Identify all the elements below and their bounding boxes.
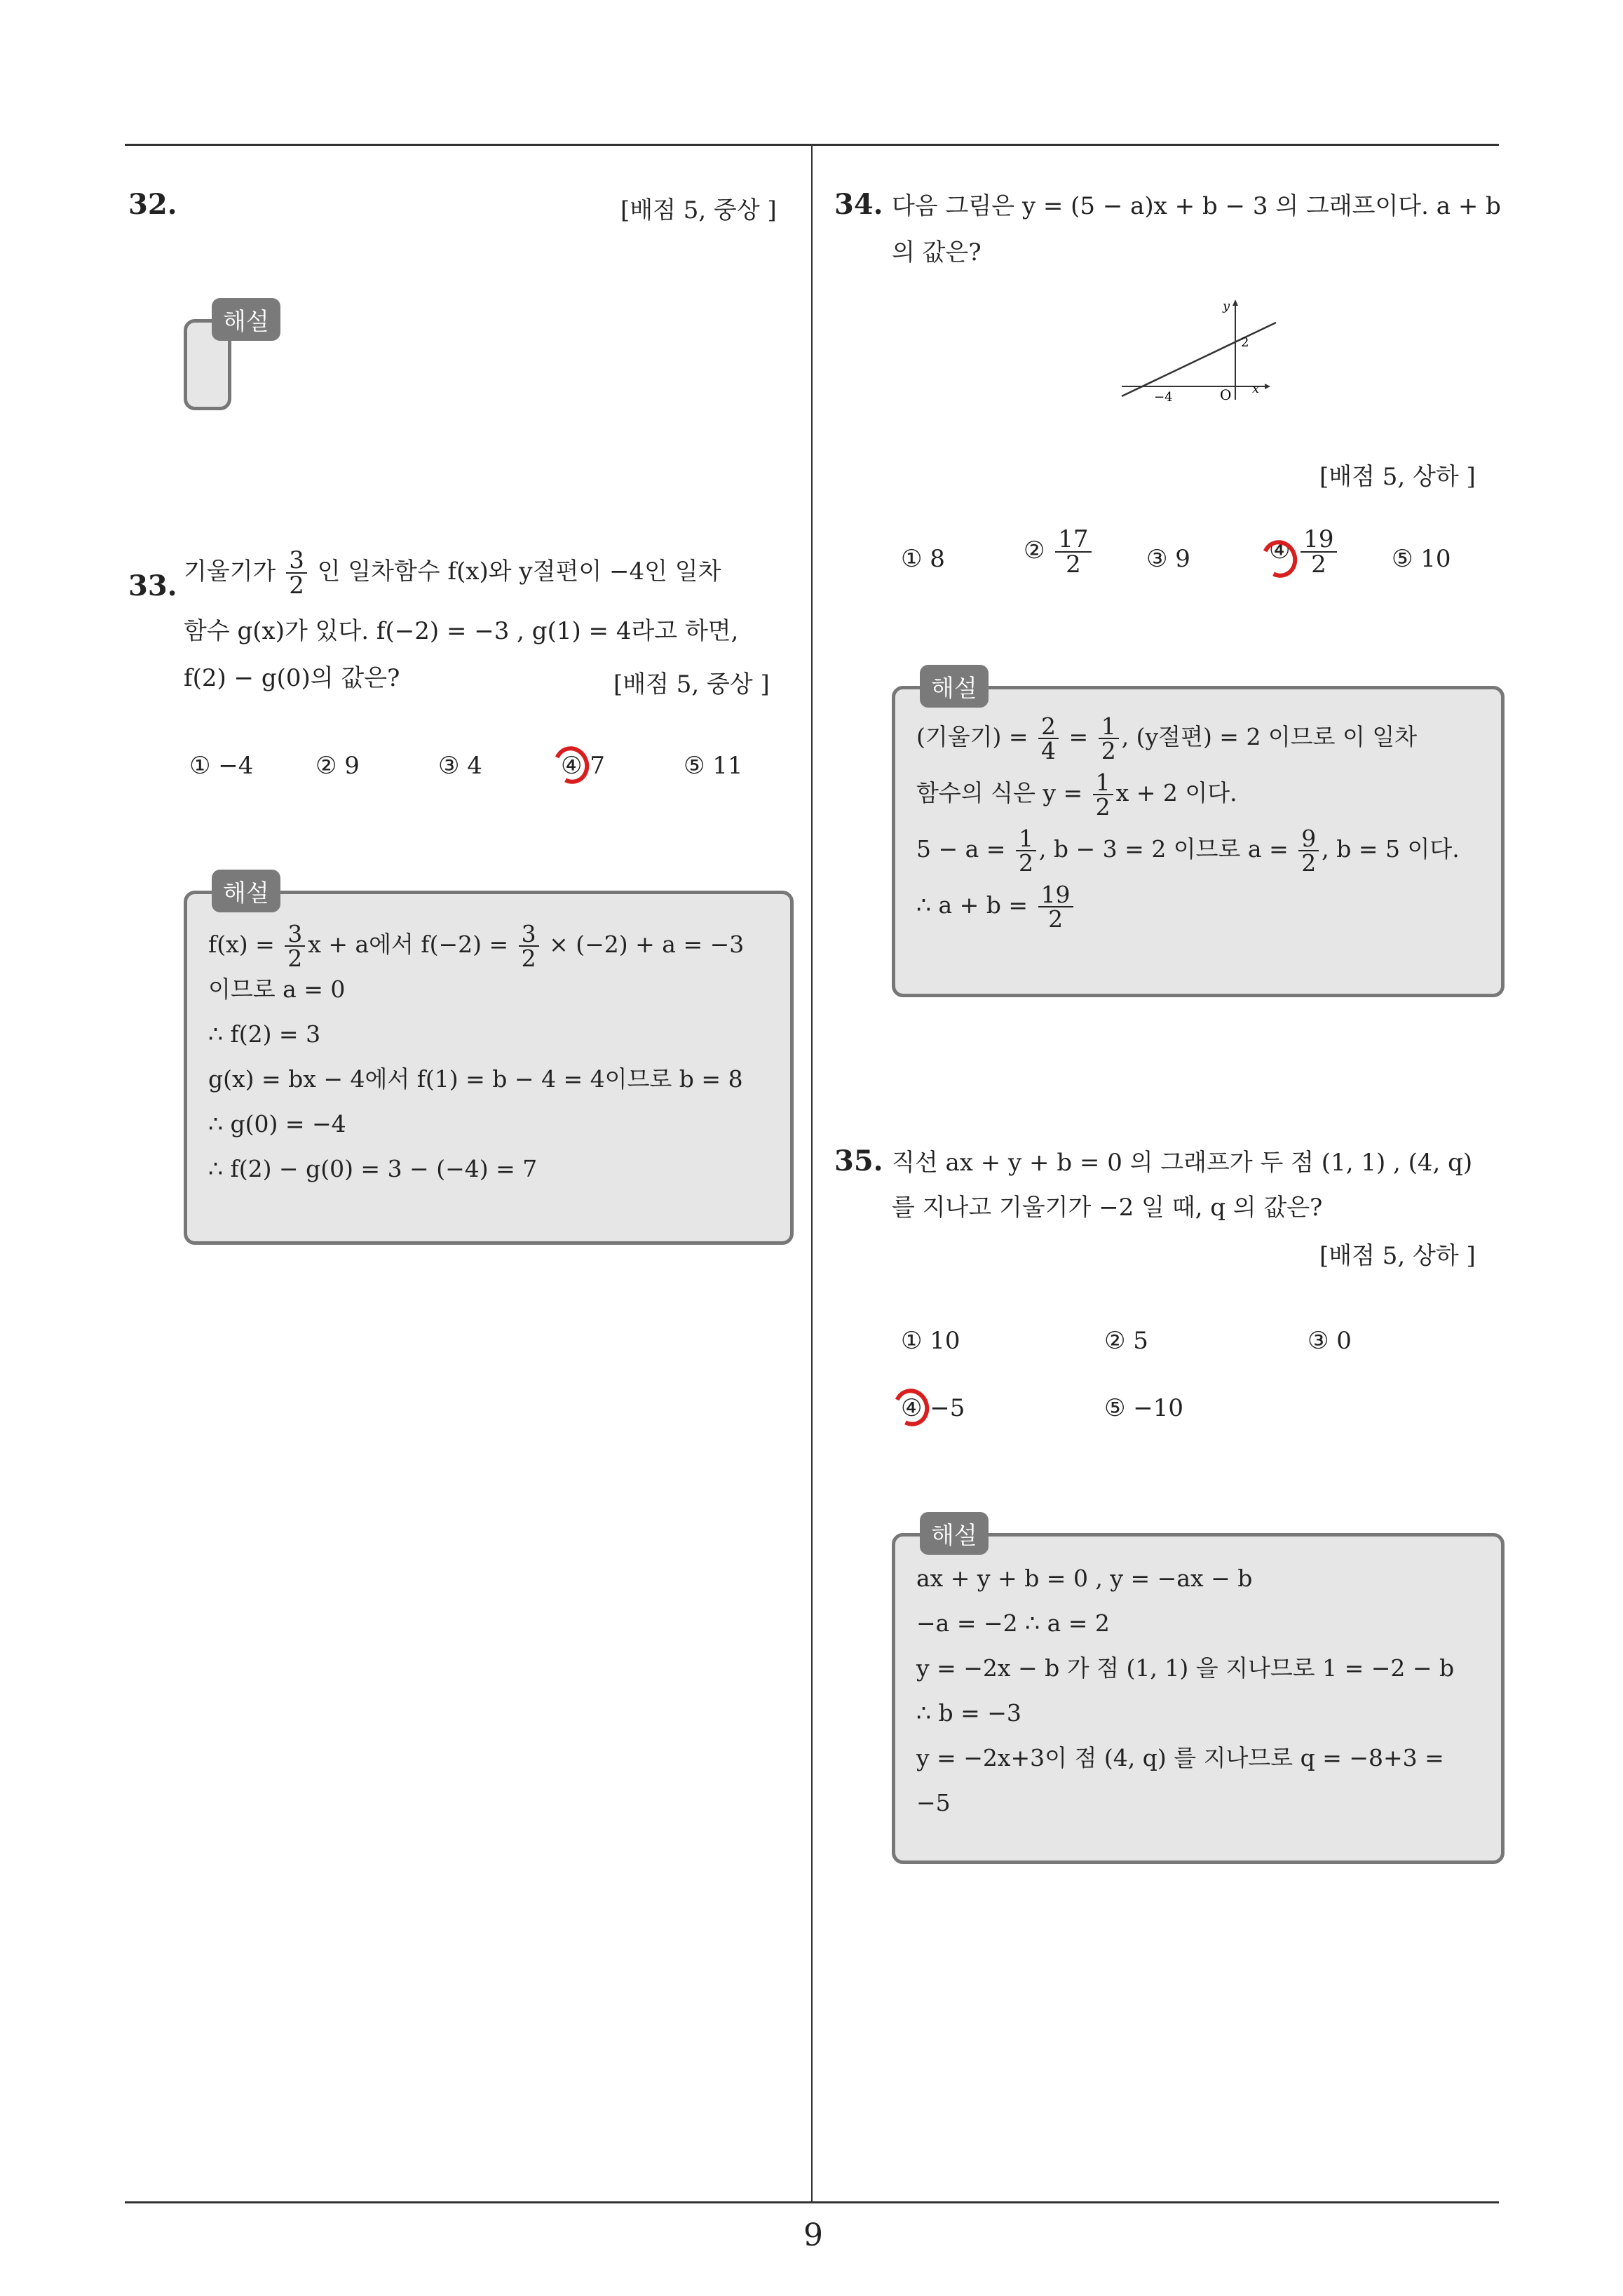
q34-choice-5[interactable]: ⑤ 10 <box>1392 545 1451 573</box>
q32-number: 32. <box>128 188 177 221</box>
q34-solution-tag: 해설 <box>920 665 989 708</box>
q34-sol-f4d: 2 <box>1018 849 1033 877</box>
q34-graph <box>1115 295 1283 410</box>
q34-sol-l4a: ∴ a + b = <box>916 891 1028 919</box>
q33-sol-frac1 <box>285 922 305 970</box>
q34-sol-frac5 <box>1298 825 1319 877</box>
q34-sol-frac1 <box>1038 715 1059 762</box>
q33-text-a: 기울기가 <box>184 558 276 586</box>
q34-sol-l3b: , b − 3 = 2 이므로 a = <box>1038 835 1289 863</box>
q34-solution-box <box>892 686 1505 997</box>
q34-choice-4-den: 2 <box>1311 551 1326 579</box>
q34-sol-f5n: 9 <box>1298 827 1319 851</box>
q35-sol-line4: ∴ b = −3 <box>916 1699 1021 1727</box>
q35-solution-tag: 해설 <box>920 1512 989 1555</box>
q34-choice-2-frac <box>1055 525 1091 579</box>
q33-sol-line3: ∴ f(2) = 3 <box>208 1020 321 1048</box>
q34-choice-1[interactable]: ① 8 <box>901 545 945 573</box>
q34-sol-l2a: 함수의 식은 y = <box>916 779 1083 806</box>
q34-sol-f3n: 1 <box>1093 771 1113 795</box>
q35-choice-1[interactable]: ① 10 <box>901 1327 960 1355</box>
q33-line1 <box>184 546 721 600</box>
q34-sol-f6d: 2 <box>1048 905 1064 933</box>
q33-sol-f2d: 2 <box>521 945 536 972</box>
q33-sol-frac2 <box>519 922 539 970</box>
q34-sol-f2d: 2 <box>1101 737 1116 764</box>
q34-sol-f3d: 2 <box>1095 793 1111 821</box>
column-divider <box>811 144 813 2203</box>
page-number: 9 <box>803 2217 823 2253</box>
q35-sol-line5: y = −2x+3이 점 (4, q) 를 지나므로 q = −8+3 = <box>916 1744 1444 1771</box>
q34-sol-frac4 <box>1016 825 1036 877</box>
q34-choice-3[interactable]: ③ 9 <box>1146 545 1190 573</box>
q32-meta: [배점 5, 중상 ] <box>620 196 777 224</box>
q34-sol-frac2 <box>1099 715 1119 762</box>
q34-sol-f4n: 1 <box>1016 827 1036 851</box>
q35-choice-2[interactable]: ② 5 <box>1104 1327 1148 1355</box>
q34-y-label: y <box>1223 299 1230 313</box>
q34-choice-2-num: 17 <box>1055 527 1091 553</box>
q33-solution-tag: 해설 <box>212 870 280 912</box>
q34-line1: 다음 그림은 y = (5 − a)x + b − 3 의 그래프이다. a + b <box>892 192 1501 220</box>
q34-sol-line4 <box>916 877 1487 933</box>
q33-sol-l1a: f(x) = <box>208 931 275 958</box>
q34-sol-f2n: 1 <box>1099 715 1119 739</box>
bottom-rule <box>125 2201 1499 2203</box>
q33-sol-l1c: × (−2) + a = −3 <box>549 931 745 958</box>
q34-sol-l3a: 5 − a = <box>916 835 1006 863</box>
q34-choice-4-label: ④ <box>1269 536 1291 565</box>
q34-sol-line1 <box>916 709 1487 765</box>
q34-sol-frac3 <box>1093 769 1113 821</box>
q33-sol-line2: 이므로 a = 0 <box>208 975 346 1003</box>
q35-line2: 를 지나고 기울기가 −2 일 때, q 의 값은? <box>892 1194 1323 1222</box>
q34-sol-l1a: (기울기) = <box>916 723 1028 750</box>
q34-sol-l1b: = <box>1068 723 1089 750</box>
q34-sol-f1n: 2 <box>1038 715 1059 739</box>
q33-text-b: 인 일차함수 f(x)와 y절편이 −4인 일차 <box>317 558 721 586</box>
q34-solution-body <box>916 709 1487 933</box>
q34-meta: [배점 5, 상하 ] <box>1319 463 1476 491</box>
q35-number: 35. <box>834 1144 883 1177</box>
q34-y-intercept-label: 2 <box>1241 335 1249 350</box>
q33-choice-4[interactable]: ④ 7 <box>561 752 605 780</box>
q34-choice-2[interactable] <box>1024 525 1094 579</box>
q35-meta: [배점 5, 상하 ] <box>1319 1242 1476 1270</box>
q34-x-intercept-label: −4 <box>1154 390 1173 405</box>
q35-sol-line2: −a = −2 ∴ a = 2 <box>916 1609 1110 1637</box>
q33-sol-line4: g(x) = bx − 4에서 f(1) = b − 4 = 4이므로 b = 8 <box>208 1065 743 1093</box>
q33-answer-mark <box>548 741 594 789</box>
q34-y-arrow <box>1232 299 1238 306</box>
q33-sol-line6: ∴ f(2) − g(0) = 3 − (−4) = 7 <box>208 1155 538 1182</box>
q35-line1: 직선 ax + y + b = 0 의 그래프가 두 점 (1, 1) , (4, q) <box>892 1149 1473 1177</box>
q34-x-label: x <box>1252 381 1260 396</box>
q35-choice-3[interactable]: ③ 0 <box>1308 1327 1352 1355</box>
q35-sol-line3: y = −2x − b 가 점 (1, 1) 을 지나므로 1 = −2 − b <box>916 1654 1455 1682</box>
q33-choice-2[interactable]: ② 9 <box>315 752 360 780</box>
q34-sol-l1c: , (y절편) = 2 이므로 이 일차 <box>1121 723 1418 750</box>
q33-line3: f(2) − g(0)의 값은? <box>184 664 400 692</box>
q33-sol-f1n: 3 <box>285 922 305 947</box>
q34-sol-f5d: 2 <box>1301 849 1317 877</box>
q32-solution-tag: 해설 <box>212 298 280 341</box>
q34-choice-2-den: 2 <box>1066 551 1081 579</box>
q33-sol-line5: ∴ g(0) = −4 <box>208 1110 346 1137</box>
q34-origin-label: O <box>1220 386 1232 403</box>
q35-solution-body <box>916 1556 1487 1825</box>
q33-fraction <box>286 546 307 600</box>
q33-solution-body <box>208 922 776 1191</box>
q34-choice-4-num: 19 <box>1301 527 1336 553</box>
q33-line2: 함수 g(x)가 있다. f(−2) = −3 , g(1) = 4라고 하면, <box>184 617 739 645</box>
q35-choice-4[interactable]: ④ −5 <box>901 1394 965 1422</box>
q33-meta: [배점 5, 중상 ] <box>613 670 770 698</box>
q33-frac-den: 2 <box>289 572 304 600</box>
q33-choice-1[interactable]: ① −4 <box>189 752 254 780</box>
q33-frac-num: 3 <box>286 548 307 574</box>
q33-sol-l1b: x + a에서 f(−2) = <box>308 931 509 958</box>
q35-solution-box <box>892 1533 1505 1864</box>
q33-sol-line1 <box>208 920 776 972</box>
q34-choice-4-frac <box>1301 525 1336 579</box>
q35-sol-line6: −5 <box>916 1789 951 1816</box>
q34-line2: 의 값은? <box>892 238 982 266</box>
q34-sol-line2 <box>916 765 1487 821</box>
q34-sol-frac6 <box>1038 883 1073 931</box>
q33-choice-5[interactable]: ⑤ 11 <box>684 752 743 780</box>
q35-choice-5[interactable]: ⑤ −10 <box>1104 1394 1184 1422</box>
q34-choice-2-label: ② <box>1024 536 1045 565</box>
q34-sol-line3 <box>916 821 1487 877</box>
q33-solution-box <box>184 891 794 1245</box>
q33-sol-f1d: 2 <box>287 945 303 972</box>
q33-choice-3[interactable]: ③ 4 <box>438 752 482 780</box>
q34-sol-f1d: 4 <box>1041 737 1057 764</box>
q35-answer-mark <box>888 1384 934 1431</box>
q34-sol-l2b: x + 2 이다. <box>1115 779 1237 806</box>
q33-sol-f2n: 3 <box>519 922 539 947</box>
q33-number: 33. <box>128 569 177 602</box>
q34-x-arrow <box>1265 384 1270 389</box>
q35-sol-line1: ax + y + b = 0 , y = −ax − b <box>916 1565 1253 1592</box>
q34-sol-l3c: , b = 5 이다. <box>1322 835 1460 863</box>
q34-sol-f6n: 19 <box>1038 883 1073 907</box>
q34-number: 34. <box>834 188 883 221</box>
